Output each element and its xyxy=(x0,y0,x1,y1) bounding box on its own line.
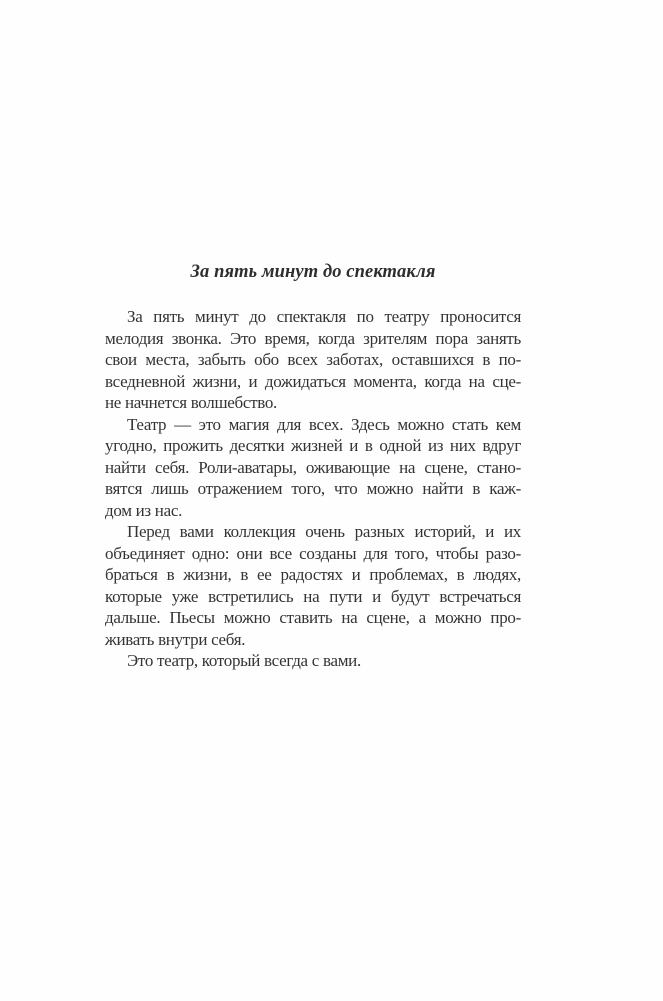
text-line: объединяет одно: они все созданы для того, чтобы разо- xyxy=(105,543,521,563)
text-line: Это театр, который всегда с вами. xyxy=(127,651,361,670)
text-line: вседневной жизни, и дожидаться момента, когда на сце- xyxy=(105,371,521,391)
text-line: вятся лишь отражением того, что можно найти в каж- xyxy=(105,479,521,498)
chapter-body xyxy=(105,306,521,672)
chapter-title: За пять минут до спектакля xyxy=(190,262,436,282)
paragraph xyxy=(105,306,521,414)
text-line: не начнется волшебство. xyxy=(105,393,277,412)
text-line: мелодия звонка. Это время, когда зрителям пора занять xyxy=(105,328,521,348)
text-line: За пять минут до спектакля по театру проносится xyxy=(127,307,521,326)
text-line: Перед вами коллекция очень разных историй, и их xyxy=(127,522,521,541)
text-line: браться в жизни, в ее радостях и проблемах, в людях, xyxy=(105,565,521,584)
text-line: которые уже встретились на пути и будут встречаться xyxy=(105,586,521,606)
text-line: найти себя. Роли-аватары, оживающие на сцене, стано- xyxy=(105,457,521,477)
text-line: угодно, прожить десятки жизней и в одной из них вдруг xyxy=(105,436,521,455)
paragraph xyxy=(105,650,521,672)
paragraph xyxy=(105,414,521,522)
text-line: дальше. Пьесы можно ставить на сцене, а можно про- xyxy=(105,608,521,627)
text-line: дом из нас. xyxy=(105,500,183,520)
text-line: свои места, забыть обо всех заботах, оставшихся в по- xyxy=(105,350,521,369)
paragraph xyxy=(105,521,521,650)
text-line: Театр — это магия для всех. Здесь можно стать кем xyxy=(127,414,521,434)
text-line: живать внутри себя. xyxy=(105,629,246,649)
